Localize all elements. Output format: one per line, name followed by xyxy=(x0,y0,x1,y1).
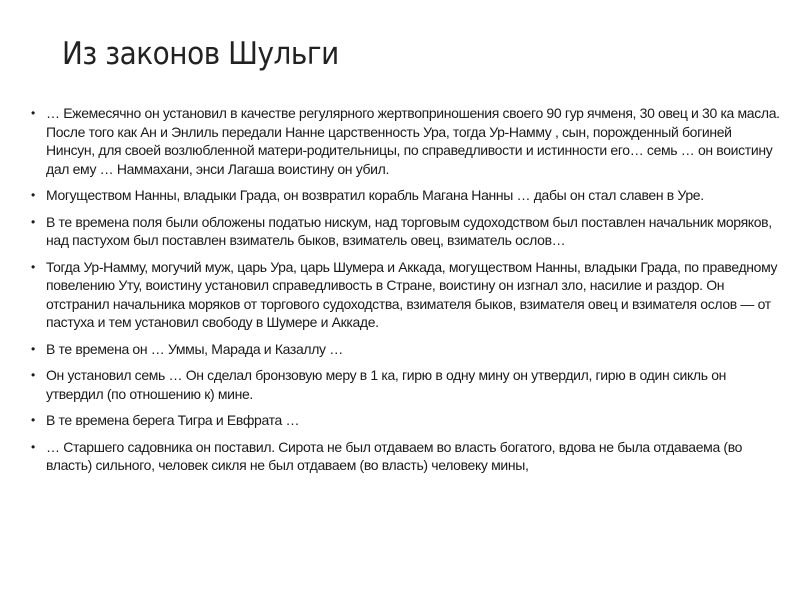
bullet-text: В те времена поля были обложены податью нискум, над торговым судоходством был поставлен начальник моряков, над пастухом был поставлен взиматель быков, взиматель овец, взиматель ослов… xyxy=(46,213,772,248)
bullet-item xyxy=(31,411,780,430)
bullet-list xyxy=(31,104,780,483)
slide-title: Из законов Шульги xyxy=(62,36,339,72)
bullet-text: Могуществом Нанны, владыки Града, он возвратил корабль Магана Нанны … дабы он стал славен в Уре. xyxy=(46,187,704,203)
bullet-item xyxy=(31,213,780,250)
bullet-marker: • xyxy=(31,341,35,356)
bullet-item xyxy=(31,340,780,359)
bullet-text: … Ежемесячно он установил в качестве регулярного жертвоприношения своего 90 гур ячменя, 30 овец и 30 ка масла. После того как Ан и Энлиль передали Нанне царственность Ура, тогда Ур-Намму , сын, порожденный богиней Нинсун, для своей возлюбленной матери-родительницы, по справедливости и истинности его… семь … он воистину дал ему … Наммахани, энси Лагаша воистину он убил. xyxy=(46,105,780,177)
bullet-text: Он установил семь … Он сделал бронзовую меру в 1 ка, гирю в одну мину он утвердил, гирю в один сикль он утвердил (по отношению к) мине. xyxy=(46,367,727,402)
bullet-text: В те времена он … Уммы, Марада и Казаллу … xyxy=(46,340,343,357)
bullet-text: В те времена берега Тигра и Евфрата … xyxy=(46,412,300,428)
bullet-item xyxy=(31,186,780,205)
bullet-item xyxy=(31,258,780,332)
bullet-text: Тогда Ур-Намму, могучий муж, царь Ура, царь Шумера и Аккада, могуществом Нанны, владыки Града, по праведному повелению Уту, воистину установил справедливость в Стране, воистину он изгнал зло, насилие и раздор. Он отстранил начальника моряков от торгового судоходства, взимателя быков, взимателя овец и взимателя ослов — от пастуха и тем установил свободу в Шумере и Аккаде. xyxy=(46,258,778,330)
bullet-item xyxy=(31,104,780,178)
bullet-marker: • xyxy=(31,214,35,229)
bullet-marker: • xyxy=(31,439,35,454)
bullet-item xyxy=(31,366,780,403)
bullet-text: … Старшего садовника он поставил. Сирота не был отдаваем во власть богатого, вдова не была отдаваема (во власть) сильного, человек сикля не был отдаваем (во власть) человеку мины, xyxy=(46,438,743,473)
bullet-marker: • xyxy=(31,368,35,382)
bullet-marker: • xyxy=(31,188,35,202)
bullet-item xyxy=(31,438,780,475)
bullet-marker: • xyxy=(31,106,35,120)
bullet-marker: • xyxy=(31,259,35,274)
bullet-marker: • xyxy=(31,413,35,427)
